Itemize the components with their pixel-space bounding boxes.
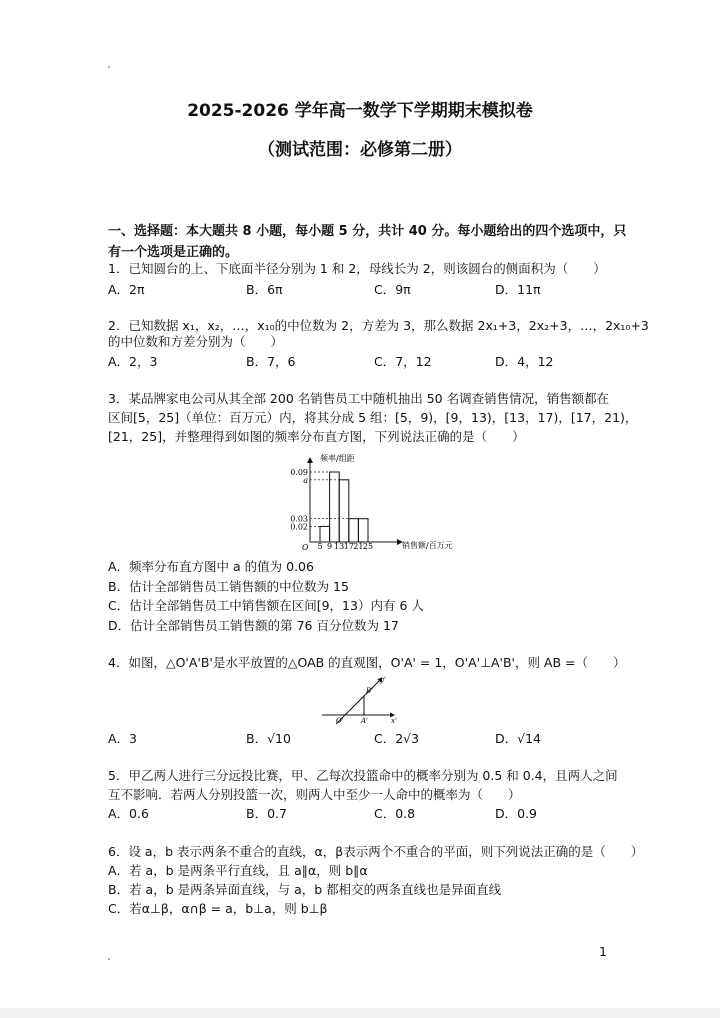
section-heading-line1: 一、选择题：本大题共 8 小题，每小题 5 分，共计 40 分。每小题给出的四个选项中，只 [108,224,627,239]
histogram-bar [339,480,349,542]
y-tick-label: 0.02 [290,522,308,532]
q2-stem-line1: 2．已知数据 x₁，x₂，…，x₁₀的中位数为 2，方差为 3，那么数据 2x₁+3，2x₂+3，…，2x₁₀+3 [108,318,649,333]
q1-option-b: B．6π [246,282,283,297]
a-prime-label: A' [361,717,368,725]
origin-label: O [302,543,309,552]
x-tick-label: 25 [362,542,374,551]
q3-option-a: A．频率分布直方图中 a 的值为 0.06 [108,559,314,574]
q4-option-d: D．√14 [495,731,541,746]
q5-option-c: C．0.8 [374,806,416,821]
histogram-bar [358,519,368,542]
q1-option-c: C．9π [374,282,411,297]
q6-option-a: A．若 a，b 是两条平行直线，且 a∥α，则 b∥α [108,863,368,878]
q5-option-a: A．0.6 [108,806,149,821]
q2-option-c: C．7，12 [374,354,432,369]
x-tick-label: 5 [317,542,323,551]
q1-stem: 1．已知圆台的上、下底面半径分别为 1 和 2，母线长为 2，则该圆台的侧面积为（ ） [108,261,606,276]
q5-stem-line1: 5．甲乙两人进行三分远投比赛，甲、乙每次投篮命中的概率分别为 0.5 和 0.4，且两人之间 [108,768,618,783]
y-prime-label: y' [380,676,386,684]
q6-stem: 6．设 a，b 表示两条不重合的直线，α，β表示两个不重合的平面，则下列说法正确的是（ ） [108,844,644,859]
x-prime-label: x' [391,717,397,725]
page-title: 2025-2026 学年高一数学下学期期末模拟卷 [187,101,533,121]
q3-option-b: B．估计全部销售员工销售额的中位数为 15 [108,579,349,594]
frequency-histogram [280,452,480,554]
q5-option-d: D．0.9 [495,806,538,821]
y-tick-label: a [303,475,308,485]
histogram-bar [330,472,340,542]
q2-stem-line2: 的中位数和方差分别为（ ） [108,334,284,349]
q3-stem-line2: 区间[5，25]（单位：百万元）内，将其分成 5 组：[5，9)，[9，13)，[13，17)，[17，21)， [108,410,638,425]
q4-stem: 4．如图，△O'A'B'是水平放置的△OAB 的直观图，O'A' = 1，O'A'⊥A'B'，则 AB =（ ） [108,655,626,670]
scan-dot [108,66,110,68]
q1-option-d: D．11π [495,282,541,297]
histogram-bar [320,526,330,542]
page-bottom-edge [0,1008,720,1018]
q1-option-a: A．2π [108,282,145,297]
o-prime-label: O' [336,717,344,725]
q4-option-b: B．√10 [246,731,291,746]
page-subtitle: （测试范围：必修第二册） [258,140,462,160]
scan-dot [108,958,110,960]
x-tick-label: 13 [334,542,345,551]
q2-option-d: D．4，12 [495,354,554,369]
q5-option-b: B．0.7 [246,806,287,821]
q2-option-a: A．2，3 [108,354,158,369]
x-tick-label: 17 [343,542,354,551]
x-axis-label: 销售额/百万元 [402,541,453,550]
q5-stem-line2: 互不影响．若两人分别投篮一次，则两人中至少一人命中的概率为（ ） [108,787,521,802]
q4-option-a: A．3 [108,731,138,746]
q3-stem-line3: [21，25]，并整理得到如图的频率分布直方图，下列说法正确的是（ ） [108,429,525,444]
b-prime-label: B' [366,687,374,695]
y-tick-label: 0.03 [290,514,308,524]
q2-option-b: B．7，6 [246,354,296,369]
y-axis-label: 频率/组距 [320,454,355,463]
q4-option-c: C．2√3 [374,731,420,746]
histogram-bar [349,519,359,542]
x-tick-label: 21 [353,542,364,551]
y-tick-label: 0.09 [290,468,308,477]
q3-option-d: D．估计全部销售员工销售额的第 76 百分位数为 17 [108,618,399,633]
q3-stem-line1: 3．某品牌家电公司从其全部 200 名销售员工中随机抽出 50 名调查销售情况，销售额都在 [108,391,610,406]
q3-option-c: C．估计全部销售员工中销售额在区间[9，13）内有 6 人 [108,598,424,613]
q6-option-c: C．若α⊥β，α∩β = a，b⊥a，则 b⊥β [108,901,328,916]
section-heading-line2: 有一个选项是正确的。 [108,245,239,260]
oblique-drawing-figure [318,672,402,726]
x-tick-label: 9 [327,542,333,551]
q6-option-b: B．若 a，b 是两条异面直线，与 a，b 都相交的两条直线也是异面直线 [108,882,502,897]
page-number: 1 [599,944,607,959]
